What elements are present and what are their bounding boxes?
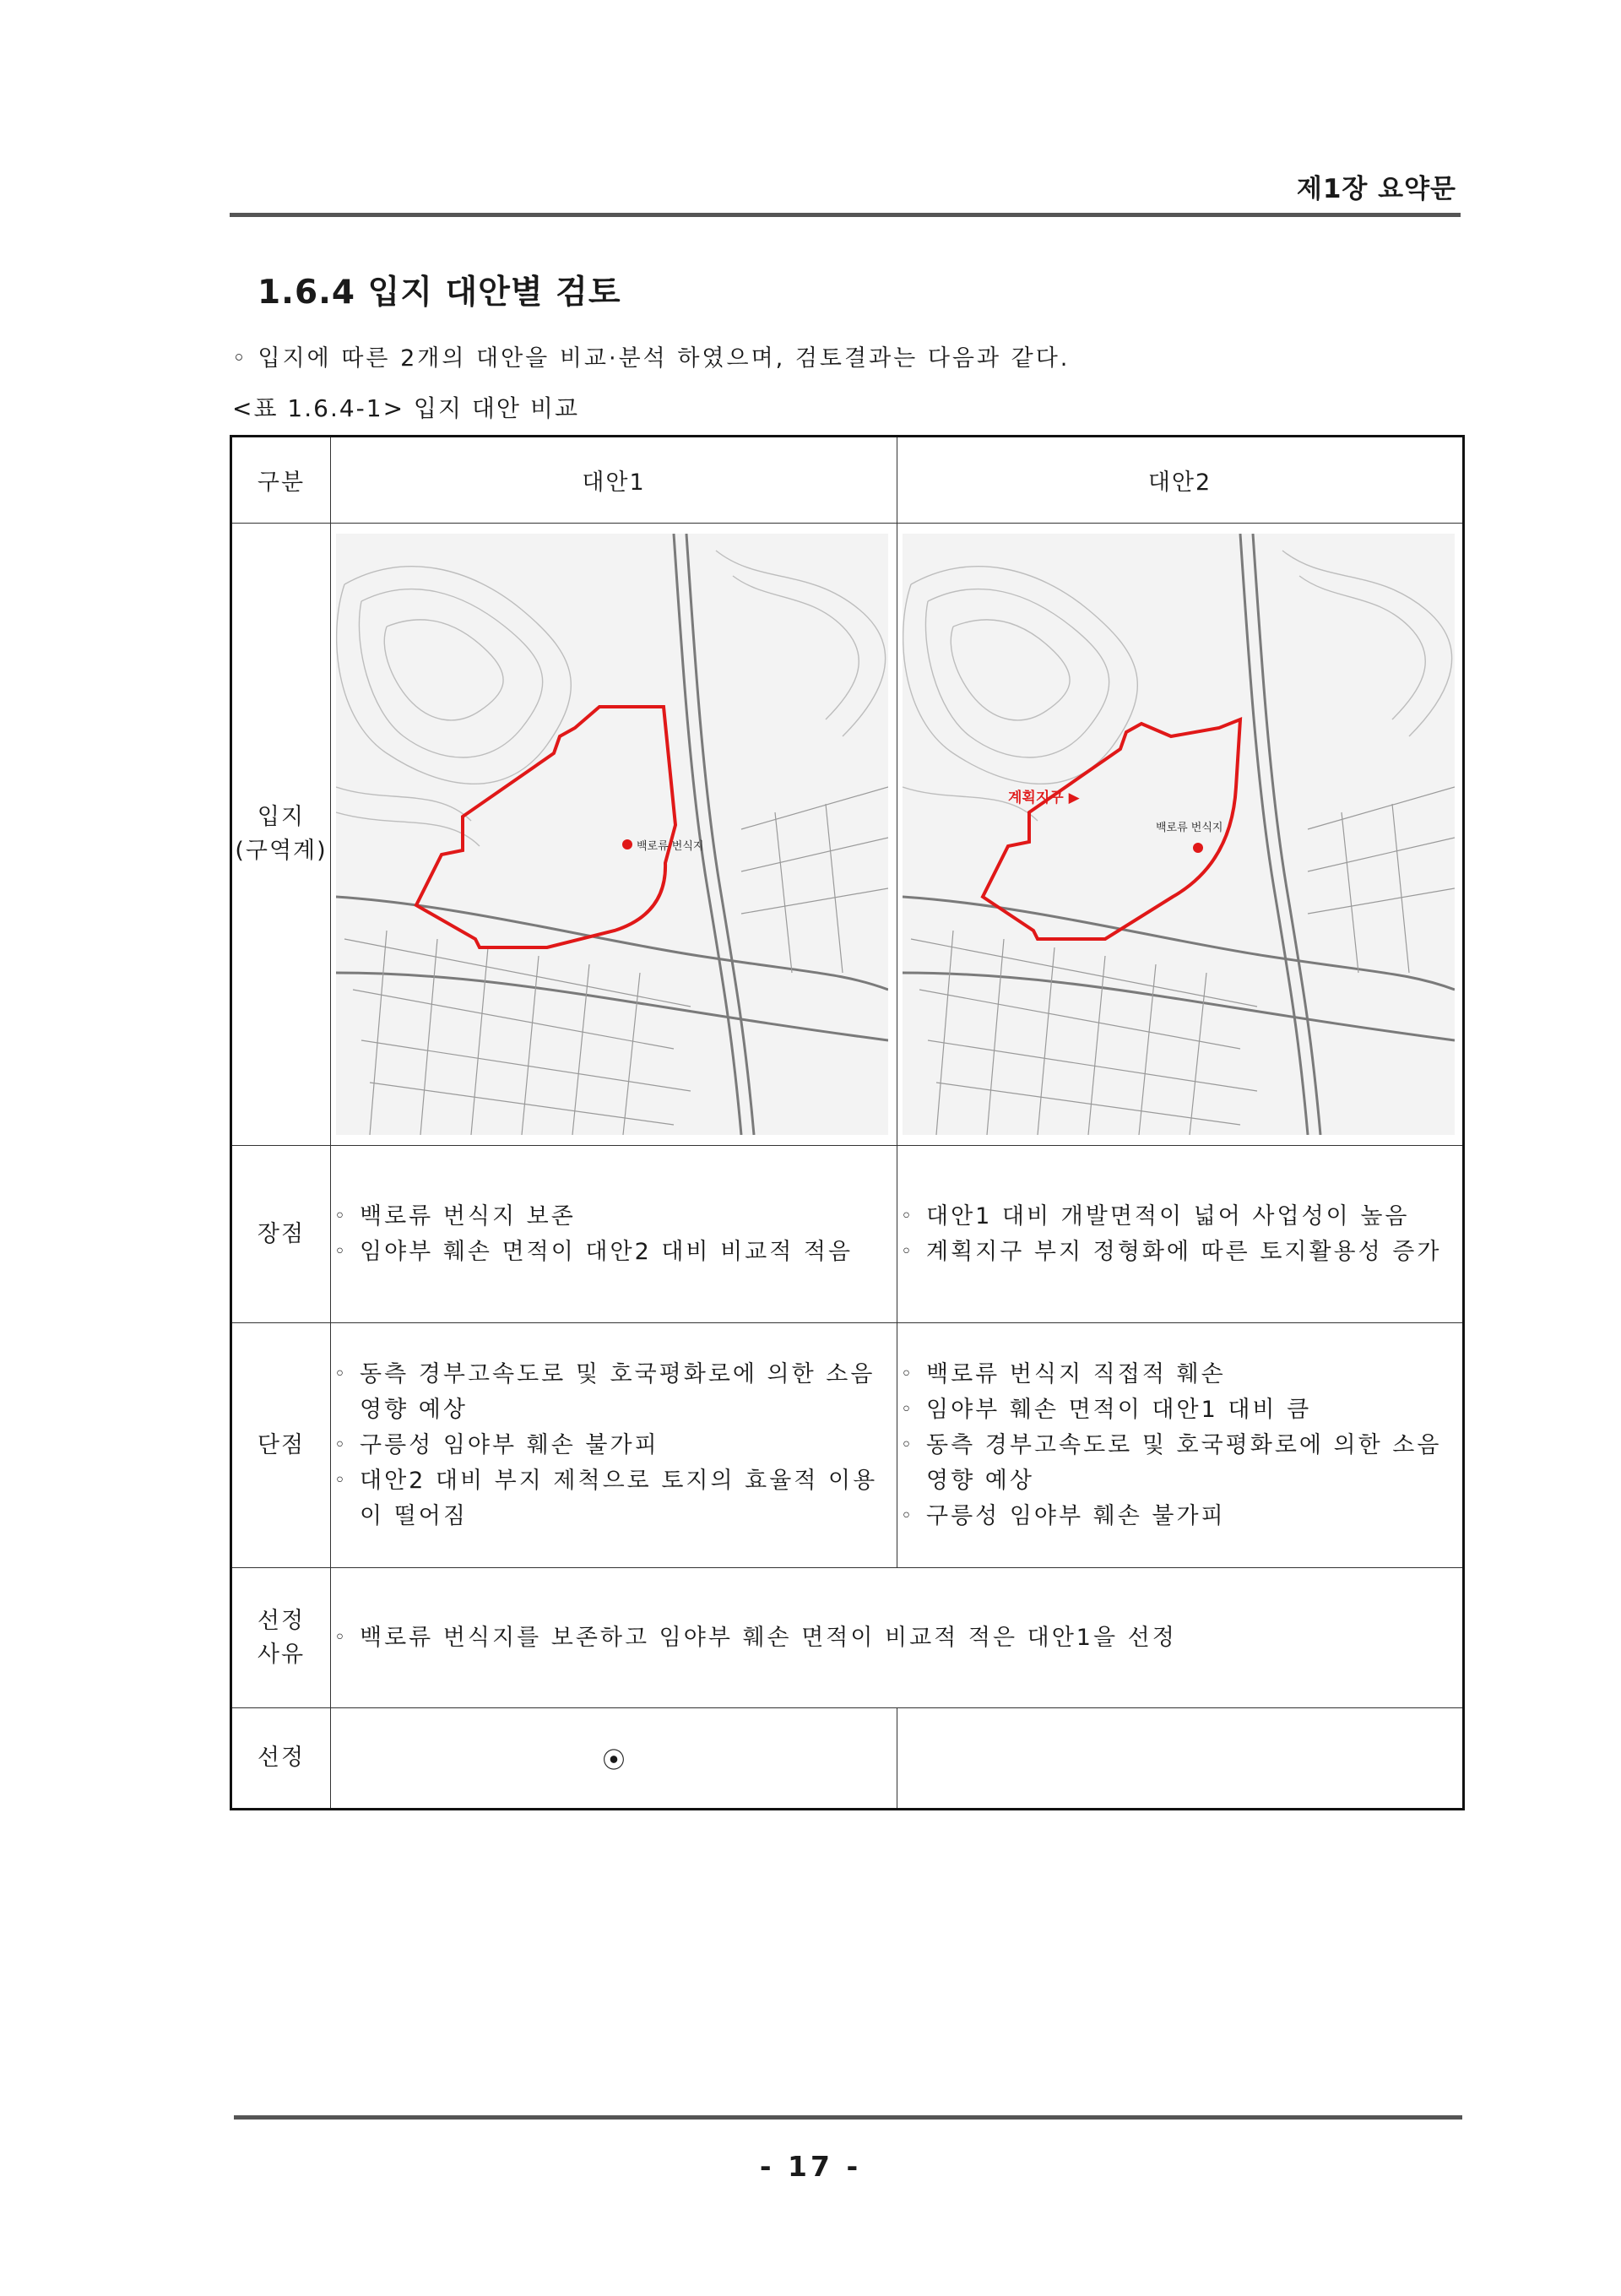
list-item: ◦ 대안2 대비 부지 제척으로 토지의 효율적 이용이 떨어짐	[334, 1463, 895, 1534]
table-caption: <표 1.6.4-1> 입지 대안 비교	[232, 394, 580, 422]
list-item: ◦ 백로류 번식지 보존	[334, 1199, 895, 1235]
reason-list	[331, 1620, 1462, 1656]
alt2-cons-list	[897, 1357, 1462, 1534]
alt2-map-cell	[897, 524, 1464, 1146]
alt2-map	[903, 534, 1455, 1135]
alt2-pros	[897, 1146, 1464, 1323]
header-divider	[230, 213, 1461, 217]
list-item: ◦ 구릉성 임야부 훼손 불가피	[901, 1499, 1461, 1534]
reason-row	[231, 1568, 1464, 1708]
list-item: ◦ 계획지구 부지 정형화에 따른 토지활용성 증가	[901, 1235, 1461, 1270]
alt2-marker-dot	[1193, 843, 1203, 853]
list-item: ◦ 임야부 훼손 면적이 대안1 대비 큼	[901, 1392, 1461, 1428]
location-label-line1: 입지	[257, 804, 306, 830]
location-label	[231, 524, 331, 1146]
alt1-cons-list	[331, 1357, 897, 1534]
location-row	[231, 524, 1464, 1146]
footer-divider	[234, 2115, 1462, 2120]
alt1-map-cell	[331, 524, 897, 1146]
list-item: ◦ 임야부 훼손 면적이 대안2 대비 비교적 적음	[334, 1235, 895, 1270]
section-title: 1.6.4 입지 대안별 검토	[258, 274, 621, 312]
list-item: ◦ 구릉성 임야부 훼손 불가피	[334, 1428, 895, 1463]
list-item: ◦ 백로류 번식지를 보존하고 임야부 훼손 면적이 비교적 적은 대안1을 선정	[334, 1620, 1461, 1656]
page-number: - 17 -	[759, 2150, 862, 2183]
alt2-cons	[897, 1323, 1464, 1568]
list-item: ◦ 대안1 대비 개발면적이 넓어 사업성이 높음	[901, 1199, 1461, 1235]
list-item: ◦ 백로류 번식지 직접적 훼손	[901, 1357, 1461, 1392]
reason-label-line1: 선정	[257, 1607, 306, 1634]
pros-row	[231, 1146, 1464, 1323]
chapter-title: 제1장 요약문	[1296, 174, 1456, 204]
alt2-district-label: 계획지구 ▶	[1008, 790, 1080, 806]
alt1-map	[336, 534, 888, 1135]
alt1-pros	[331, 1146, 897, 1323]
header-alt1: 대안1	[331, 437, 897, 524]
header-alt2: 대안2	[897, 437, 1464, 524]
alt1-pros-list	[331, 1199, 897, 1270]
table-header-row	[231, 437, 1464, 524]
alt2-pros-list	[897, 1199, 1462, 1270]
intro-text: ◦ 입지에 따른 2개의 대안을 비교·분석 하였으며, 검토결과는 다음과 같다.	[232, 345, 1071, 372]
selection-label: 선정	[231, 1708, 331, 1810]
alt1-selected-radio-icon: ⦿	[331, 1708, 897, 1810]
alt1-marker-label: 백로류 번식지	[637, 840, 704, 853]
cons-label: 단점	[231, 1323, 331, 1568]
comparison-table	[230, 435, 1465, 1810]
alt2-marker-label: 백로류 번식지	[1156, 822, 1223, 834]
header-category: 구분	[231, 437, 331, 524]
cons-row	[231, 1323, 1464, 1568]
reason-cell	[331, 1568, 1464, 1708]
alt1-cons	[331, 1323, 897, 1568]
reason-label-line2: 사유	[257, 1641, 306, 1668]
location-label-line2: (구역계)	[235, 838, 328, 864]
list-item: ◦ 동측 경부고속도로 및 호국평화로에 의한 소음 영향 예상	[901, 1428, 1461, 1499]
alt2-selection-cell	[897, 1708, 1464, 1810]
pros-label: 장점	[231, 1146, 331, 1323]
alt1-marker-dot	[622, 839, 632, 849]
list-item: ◦ 동측 경부고속도로 및 호국평화로에 의한 소음 영향 예상	[334, 1357, 895, 1428]
reason-label	[231, 1568, 331, 1708]
selection-row	[231, 1708, 1464, 1810]
